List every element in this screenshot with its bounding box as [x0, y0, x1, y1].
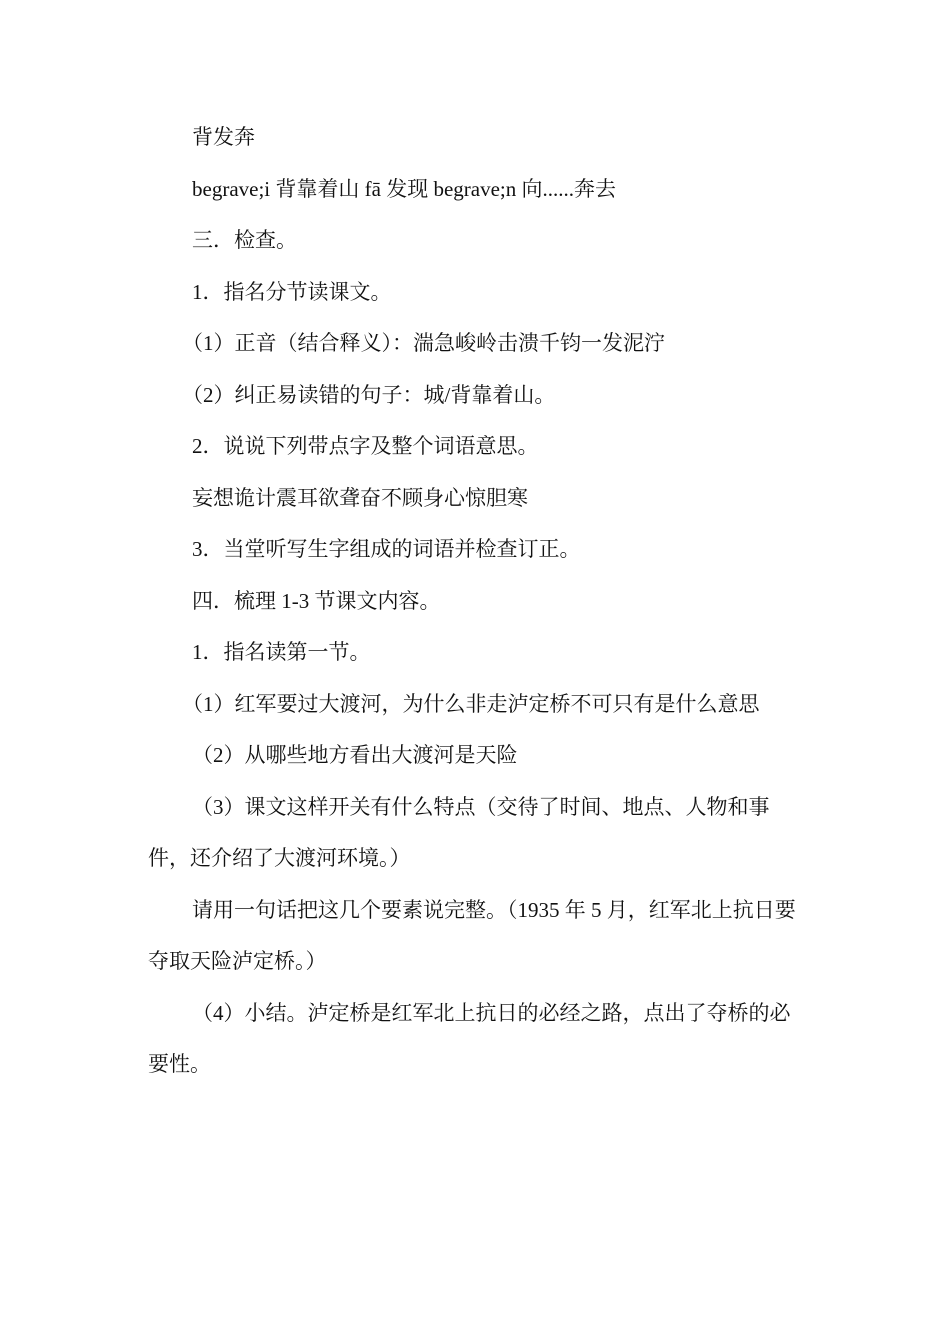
paragraph-12: （1）红军要过大渡河，为什么非走泸定桥不可只有是什么意思	[182, 691, 760, 716]
paragraph-14: （3）课文这样开关有什么特点（交待了时间、地点、人物和事件，还介绍了大渡河环境。）	[148, 794, 770, 870]
paragraph-5: （1）正音（结合释义）：湍急峻岭击溃千钧一发泥泞	[182, 331, 665, 355]
document-body	[148, 112, 808, 1091]
paragraph-9: 3．当堂听写生字组成的词语并检查订正。	[192, 537, 581, 561]
paragraph-11: 1．指名读第一节。	[192, 640, 371, 664]
paragraph-6: （2）纠正易读错的句子：城/背靠着山。	[182, 382, 556, 407]
section-heading-check: 三．检查。	[192, 228, 297, 252]
paragraph-13: （2）从哪些地方看出大渡河是天险	[192, 743, 518, 767]
paragraph-2: begrave;i 背靠着山 fā 发现 begrave;n 向......奔去	[192, 176, 616, 201]
paragraph-4: 1．指名分节读课文。	[192, 279, 392, 304]
paragraph-16: （4）小结。泸定桥是红军北上抗日的必经之路，点出了夺桥的必要性。	[148, 1000, 791, 1076]
paragraph-1: 背发奔	[192, 125, 255, 149]
section-heading-review: 四．梳理 1-3 节课文内容。	[192, 588, 441, 613]
paragraph-15: 请用一句话把这几个要素说完整。（1935 年 5 月，红军北上抗日要夺取天险泸定桥。）	[148, 897, 796, 973]
paragraph-8: 妄想诡计震耳欲聋奋不顾身心惊胆寒	[192, 485, 528, 510]
paragraph-7: 2．说说下列带点字及整个词语意思。	[192, 434, 539, 458]
